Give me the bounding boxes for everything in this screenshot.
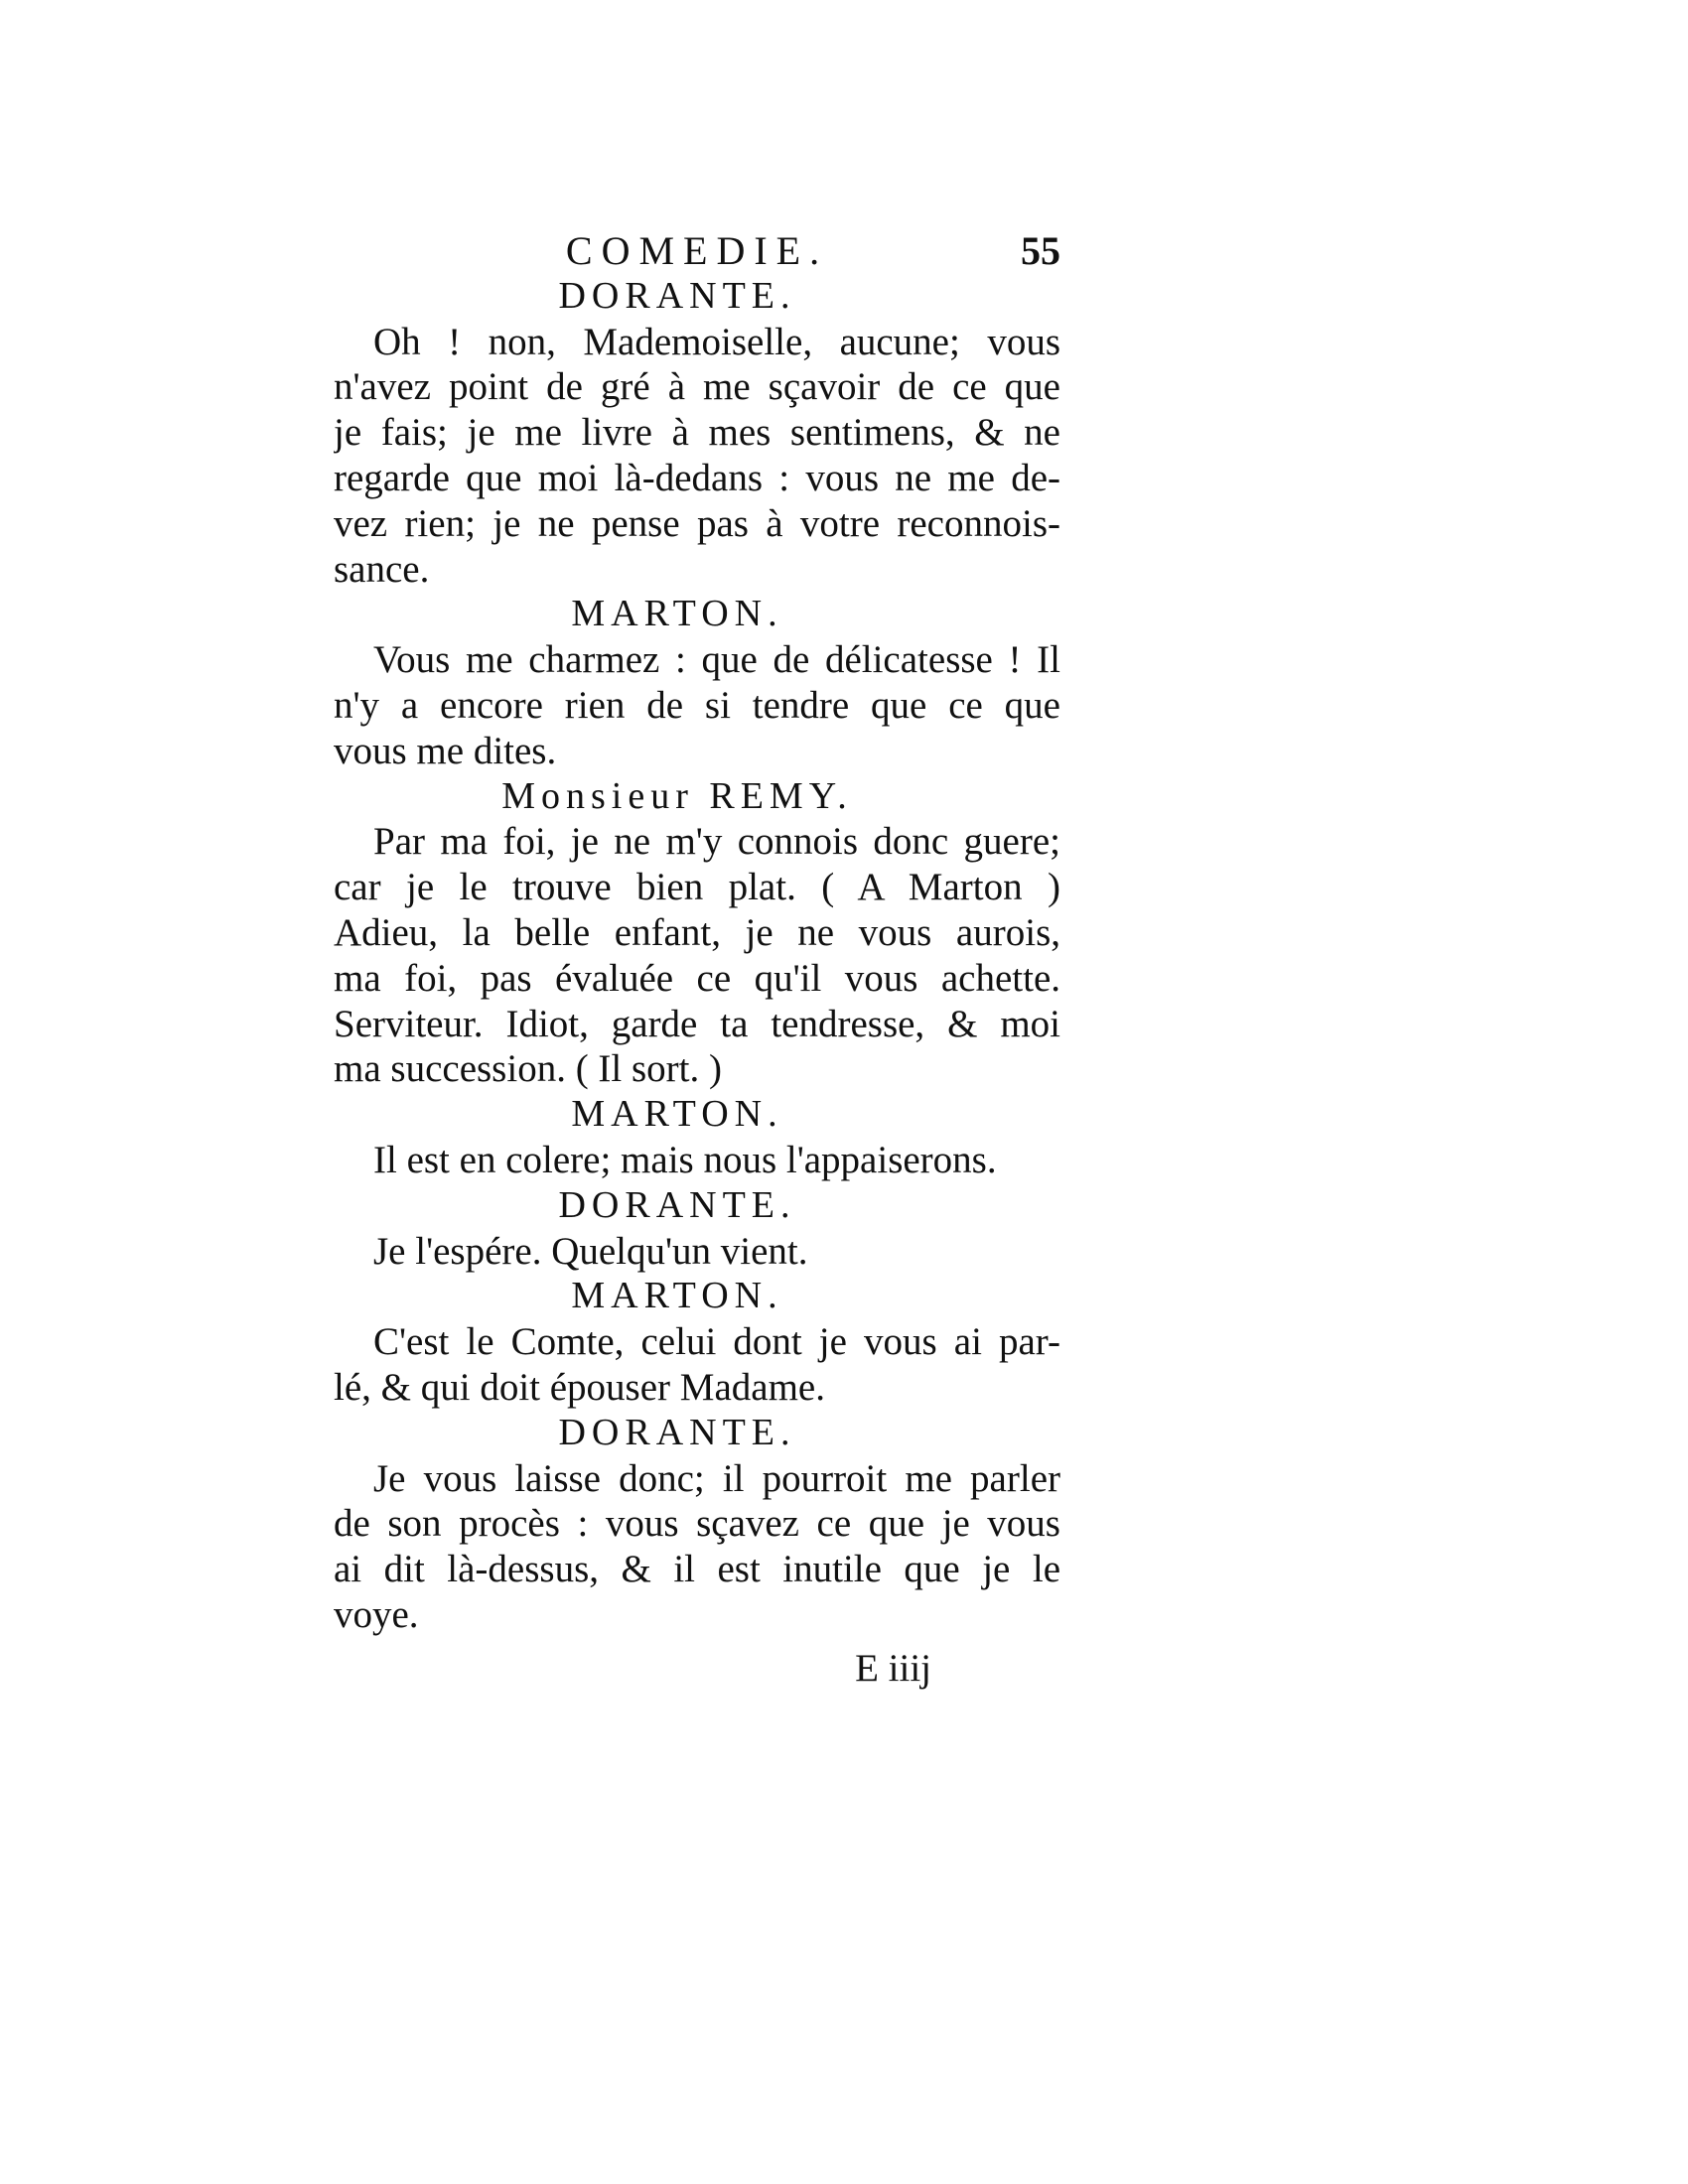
text-line: vez rien; je ne pense pas à votre reconnois- xyxy=(334,501,1060,545)
text-line: Je l'espére. Quelqu'un vient. xyxy=(373,1229,808,1273)
text-line: Serviteur. Idiot, garde ta tendresse, & moi xyxy=(334,1002,1060,1045)
page-number: 55 xyxy=(1021,228,1060,273)
speaker-heading: MARTON. xyxy=(571,593,783,635)
text-line: Oh ! non, Mademoiselle, aucune; vous xyxy=(373,320,1060,363)
text-line: vous me dites. xyxy=(334,729,557,772)
text-line: sance. xyxy=(334,547,430,591)
book-page xyxy=(334,228,1060,1692)
text-line: ai dit là-dessus, & il est inutile que je le xyxy=(334,1548,1060,1591)
speaker-heading: MARTON. xyxy=(571,1093,783,1136)
text-line: car je le trouve bien plat. ( A Marton ) xyxy=(334,866,1060,909)
play-text xyxy=(334,274,1060,1638)
text-line: de son procès : vous sçavez ce que je vous xyxy=(334,1502,1060,1546)
text-line: je fais; je me livre à mes sentimens, & ne xyxy=(334,411,1060,455)
text-line: Il est en colere; mais nous l'appaiserons. xyxy=(373,1138,997,1181)
signature-mark: E iiij xyxy=(855,1646,931,1690)
text-line: Par ma foi, je ne m'y connois donc guere; xyxy=(373,820,1060,864)
speaker-heading: MARTON. xyxy=(571,1275,783,1317)
text-line: regarde que moi là-dedans : vous ne me de- xyxy=(334,456,1060,499)
text-line: lé, & qui doit épouser Madame. xyxy=(334,1365,825,1409)
text-line: Vous me charmez : que de délicatesse ! Il xyxy=(373,638,1060,682)
text-line: C'est le Comte, celui dont je vous ai par- xyxy=(373,1320,1060,1364)
speaker-heading: Monsieur REMY. xyxy=(501,774,853,817)
text-line: Je vous laisse donc; il pourroit me parler xyxy=(373,1456,1060,1500)
text-line: n'y a encore rien de si tendre que ce que xyxy=(334,683,1060,727)
text-line: Adieu, la belle enfant, je ne vous aurois, xyxy=(334,910,1060,954)
text-line: n'avez point de gré à me sçavoir de ce que xyxy=(334,365,1060,409)
running-head xyxy=(334,228,1060,274)
running-head-title: COMEDIE. xyxy=(565,228,829,273)
speaker-heading: DORANTE. xyxy=(558,1183,796,1226)
speaker-heading: DORANTE. xyxy=(558,1411,796,1453)
speaker-heading: DORANTE. xyxy=(558,274,796,317)
text-line: ma foi, pas évaluée ce qu'il vous achette. xyxy=(334,956,1060,1000)
text-line: voye. xyxy=(334,1592,419,1636)
text-line: ma succession. ( Il sort. ) xyxy=(334,1047,722,1091)
